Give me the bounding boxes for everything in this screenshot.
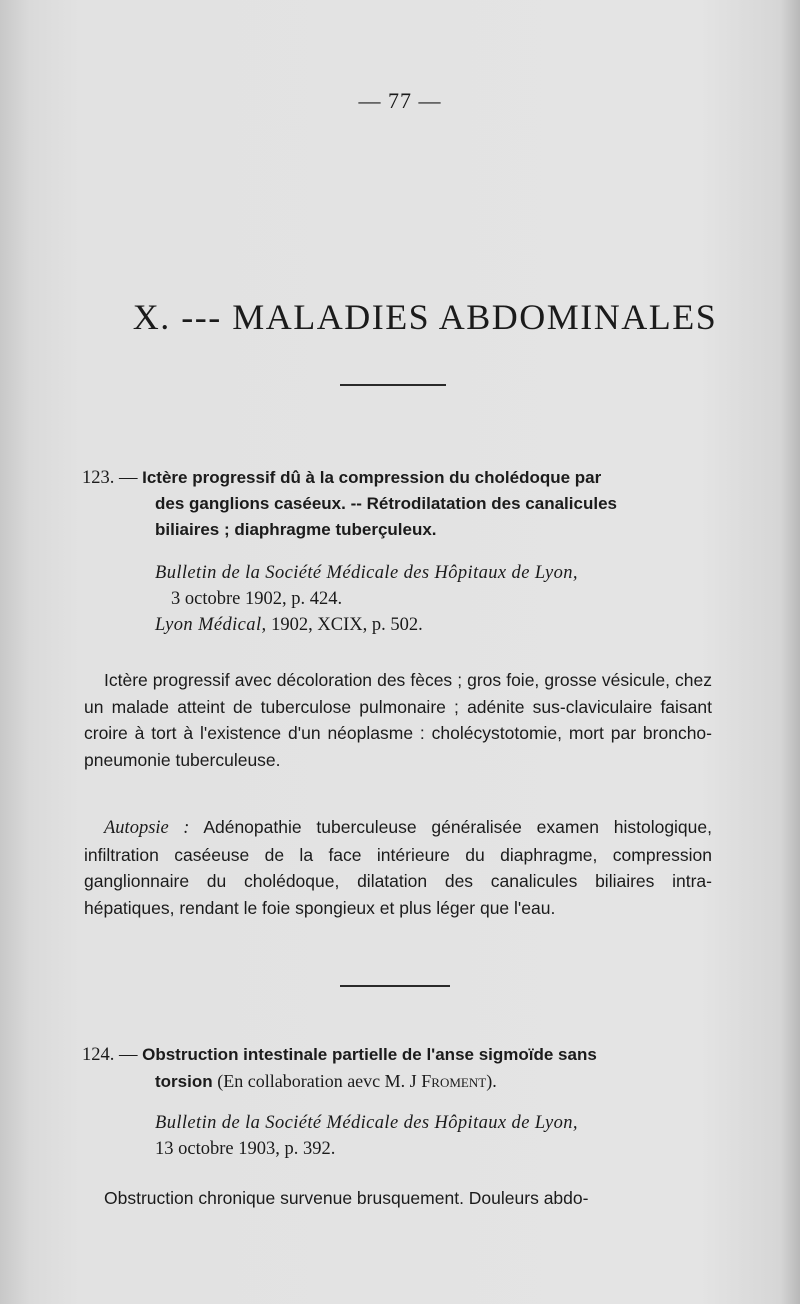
entry-title-line: torsion	[155, 1072, 213, 1091]
body-paragraph	[84, 667, 712, 773]
entry-title-line: Ictère progressif dû à la compression du cholédoque par	[142, 468, 602, 487]
journal-name: Lyon Médical,	[155, 615, 267, 635]
body-paragraph	[84, 1185, 712, 1212]
entry-title-line: biliaires ; diaphragme tuberçuleux.	[155, 520, 437, 539]
paragraph-text: Adénopathie tuberculeuse généralisée examen histologique, infiltration caséeuse de la face intérieure du diaphragme, compression ganglionnaire du cholédoque, dilatation des canalicules biliaires intra-hépatiques, rendant le foie spongieux et plus léger que l'eau.	[84, 817, 712, 918]
page-number: — 77 —	[358, 88, 442, 113]
entry-heading-123	[82, 465, 710, 543]
reference-detail: 13 octobre 1903, p. 392.	[155, 1139, 336, 1159]
entry-number: 124. —	[82, 1045, 138, 1065]
reference-block	[155, 560, 715, 638]
journal-name: Bulletin de la Société Médicale des Hôpitaux de Lyon,	[155, 563, 578, 583]
reference-detail: 1902, XCIX, p. 502.	[271, 615, 423, 635]
journal-name: Bulletin de la Société Médicale des Hôpitaux de Lyon,	[155, 1113, 578, 1133]
entry-number: 123. —	[82, 468, 138, 488]
chapter-title: X. --- MALADIES ABDOMINALES	[132, 297, 718, 337]
entry-title-line: Obstruction intestinale partielle de l'anse sigmoïde sans	[142, 1045, 597, 1064]
section-divider	[340, 985, 450, 987]
collaborator-name: Froment	[421, 1071, 487, 1091]
reference-detail: 3 octobre 1902, p. 424.	[171, 589, 343, 609]
autopsie-lead: Autopsie :	[104, 818, 190, 838]
collaboration-note-end: ).	[486, 1071, 497, 1091]
entry-heading-124	[82, 1042, 710, 1095]
collaboration-note: (En collaboration aevc M. J	[217, 1071, 417, 1091]
paragraph-text: Ictère progressif avec décoloration des fèces ; gros foie, grosse vésicule, chez un malade atteint de tuberculose pulmonaire ; adénite sus-claviculaire faisant croire à tort à l'existence d'un néoplasme : cholécystotomie, mort par broncho-pneumonie tuberculeuse.	[84, 670, 712, 770]
section-divider	[340, 384, 446, 386]
reference-block	[155, 1110, 715, 1162]
body-paragraph	[84, 814, 712, 921]
paragraph-text: Obstruction chronique survenue brusquement. Douleurs abdo-	[104, 1188, 589, 1208]
entry-title-line: des ganglions caséeux. -- Rétrodilatation des canalicules	[155, 494, 617, 513]
